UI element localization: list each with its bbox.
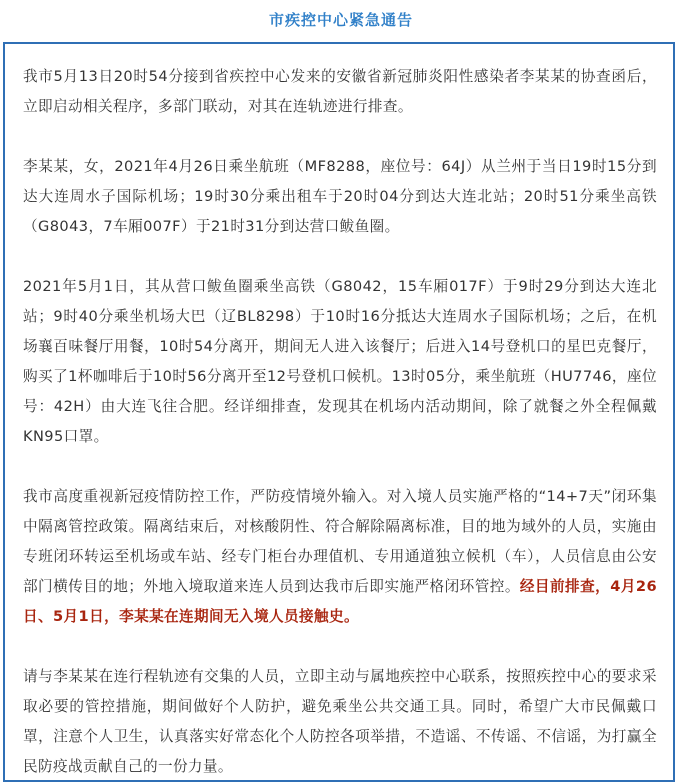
paragraph-public-appeal-text: 请与李某某在连行程轨迹有交集的人员，立即主动与属地疾控中心联系，按照疾控中心的要求采取必要的管控措施，期间做好个人防护，避免乘坐公共交通工具。同时，希望广大市民佩戴口罩，注意个人卫生，认真落实好常态化个人防控各项举措，不造谣、不传谣、不信谣，为打赢全民防疫战贡献自己的一份力量。	[23, 668, 657, 775]
paragraph-departure-itinerary-text: 2021年5月1日，其从营口鲅鱼圈乘坐高铁（G8042，15车厢017F）于9时29分到达大连北站；9时40分乘坐机场大巴（辽BL8298）于10时16分抵达大连周水子国际机场；之后，在机场襄百味餐厅用餐，10时54分离开，期间无人进入该餐厅；后进入14号登机口的星巴克餐厅，购买了1杯咖啡后于10时56分离开至12号登机口候机。13时05分，乘坐航班（HU7746，座位号：42H）由大连飞往合肥。经详细排查，发现其在机场内活动期间，除了就餐之外全程佩戴KN95口罩。	[23, 278, 657, 445]
paragraph-intro	[23, 62, 657, 122]
notice-header	[0, 0, 682, 38]
paragraph-prevention-policy-text: 我市高度重视新冠疫情防控工作，严防疫情境外输入。对入境人员实施严格的“14+7天”闭环集中隔离管控政策。隔离结束后，对核酸阴性、符合解除隔离标准，目的地为域外的人员，实施由专班闭环转运至机场或车站、经专门柜台办理值机、专用通道独立候机（车），人员信息由公安部门横传目的地；外地入境取道来连人员到达我市后即实施严格闭环管控。	[23, 488, 657, 595]
notice-title: 市疾控中心紧急通告	[268, 10, 413, 29]
paragraph-arrival-itinerary-text: 李某某，女，2021年4月26日乘坐航班（MF8288，座位号：64J）从兰州于当日19时15分到达大连周水子国际机场；19时30分乘出租车于20时04分到达大连北站；20时51分乘坐高铁（G8043，7车厢007F）于21时31分到达营口鲅鱼圈。	[23, 158, 657, 235]
notice-frame	[3, 42, 675, 782]
paragraph-intro-text: 我市5月13日20时54分接到省疾控中心发来的安徽省新冠肺炎阳性感染者李某某的协查函后，立即启动相关程序，多部门联动，对其在连轨迹进行排查。	[23, 68, 657, 115]
paragraph-public-appeal	[23, 662, 657, 782]
investigation-conclusion-highlight: 经目前排查，4月26日、5月1日，李某某在连期间无入境人员接触史。	[23, 578, 657, 625]
paragraph-departure-itinerary	[23, 272, 657, 452]
paragraph-prevention-policy	[23, 482, 657, 632]
paragraph-arrival-itinerary	[23, 152, 657, 242]
